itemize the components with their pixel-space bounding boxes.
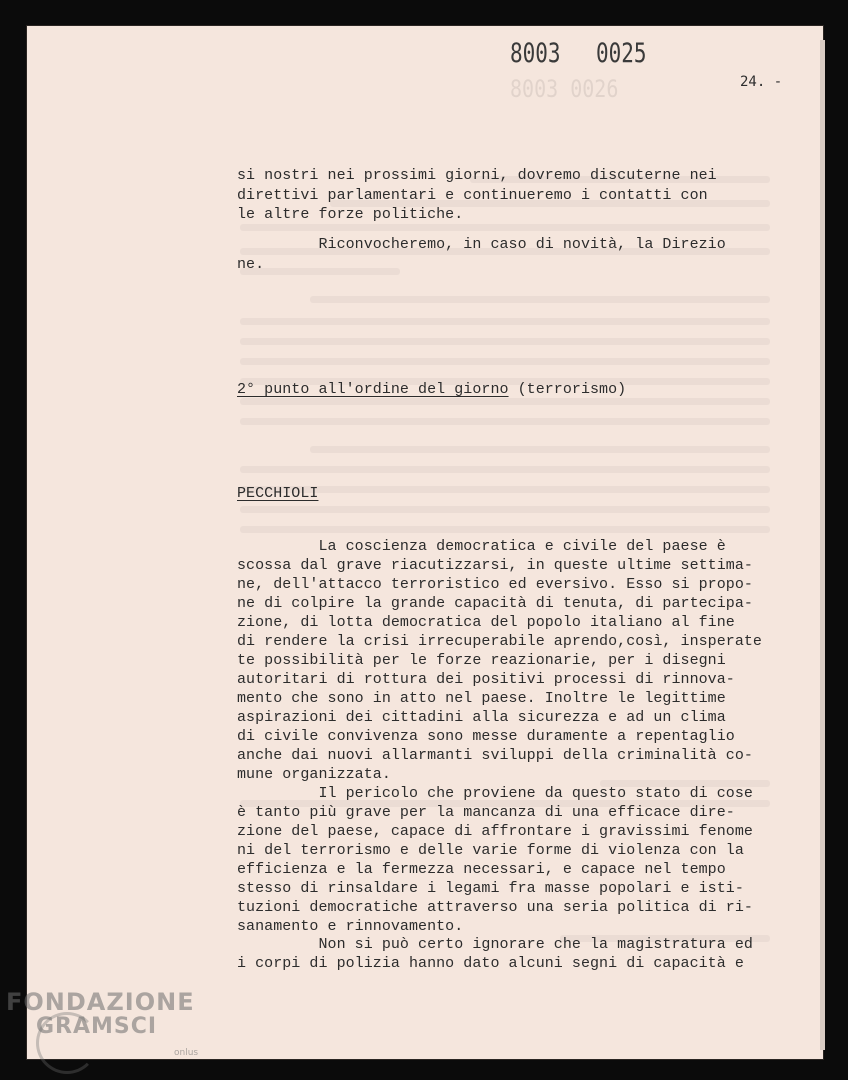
sheet-edge (820, 40, 825, 1050)
text-line: è tanto più grave per la mancanza di una efficace dire- (237, 804, 735, 821)
text-line: Il pericolo che proviene da questo stato di cose (237, 785, 753, 802)
page-number: 24. - (740, 74, 783, 90)
text-line: anche dai nuovi allarmanti sviluppi della criminalità co- (237, 747, 753, 764)
agenda-heading (237, 382, 626, 397)
text-line: mune organizzata. (237, 766, 391, 783)
text-line: La coscienza democratica e civile del paese è (237, 538, 726, 555)
text-line: autoritari di rottura dei positivi processi di rinnova- (237, 671, 735, 688)
text-line: di rendere la crisi irrecuperabile aprendo,così, insperate (237, 633, 762, 650)
text-line: Riconvocheremo, in caso di novità, la Direzio (237, 236, 726, 253)
watermark-line1: FONDAZIONE (6, 988, 195, 1016)
text-line: si nostri nei prossimi giorni, dovremo discuterne nei (237, 167, 717, 184)
archive-stamp-series: 8003 (510, 38, 561, 68)
text-line: ne. (237, 256, 265, 273)
text-line: ni del terrorismo e delle varie forme di violenza con la (237, 842, 744, 859)
text-line: stesso di rinsaldare i legami fra masse popolari e isti- (237, 880, 744, 897)
text-line: sanamento e rinnovamento. (237, 918, 464, 935)
text-line: zione, di lotta democratica del popolo italiano al fine (237, 614, 735, 631)
text-line: mento che sono in atto nel paese. Inoltre le legittime (237, 690, 726, 707)
text-line: ne di colpire la grande capacità di tenuta, di partecipa- (237, 595, 753, 612)
text-line: ne, dell'attacco terroristico ed eversivo. Esso si propo- (237, 576, 753, 593)
text-line: di civile convivenza sono messe duramente a repentaglio (237, 728, 735, 745)
text-line: efficienza e la fermezza necessari, e capace nel tempo (237, 861, 726, 878)
text-line: le altre forze politiche. (237, 206, 464, 223)
text-line: tuzioni democratiche attraverso una seria politica di ri- (237, 899, 753, 916)
watermark-line2: GRAMSCI (36, 1014, 158, 1039)
fondazione-gramsci-watermark (6, 988, 199, 1058)
text-line: direttivi parlamentari e continueremo i contatti con (237, 187, 708, 204)
text-line: te possibilità per le forze reazionarie, per i disegni (237, 652, 726, 669)
speaker-name: PECCHIOLI (237, 485, 319, 502)
archive-stamp-number: 0025 (596, 38, 647, 68)
text-line: Non si può certo ignorare che la magistratura ed (237, 936, 753, 953)
text-line: aspirazioni dei cittadini alla sicurezza e ad un clima (237, 709, 726, 726)
archive-stamp-ghost: 8003 0026 (510, 74, 619, 103)
agenda-heading-underlined: 2° punto all'ordine del giorno (237, 381, 509, 398)
watermark-line3: onlus (174, 1048, 199, 1058)
agenda-heading-topic: (terrorismo) (508, 381, 627, 398)
text-line: scossa dal grave riacutizzarsi, in queste ultime settima- (237, 557, 753, 574)
text-line: zione del paese, capace di affrontare i gravissimi fenome (237, 823, 753, 840)
text-line: i corpi di polizia hanno dato alcuni segni di capacità e (237, 955, 744, 972)
